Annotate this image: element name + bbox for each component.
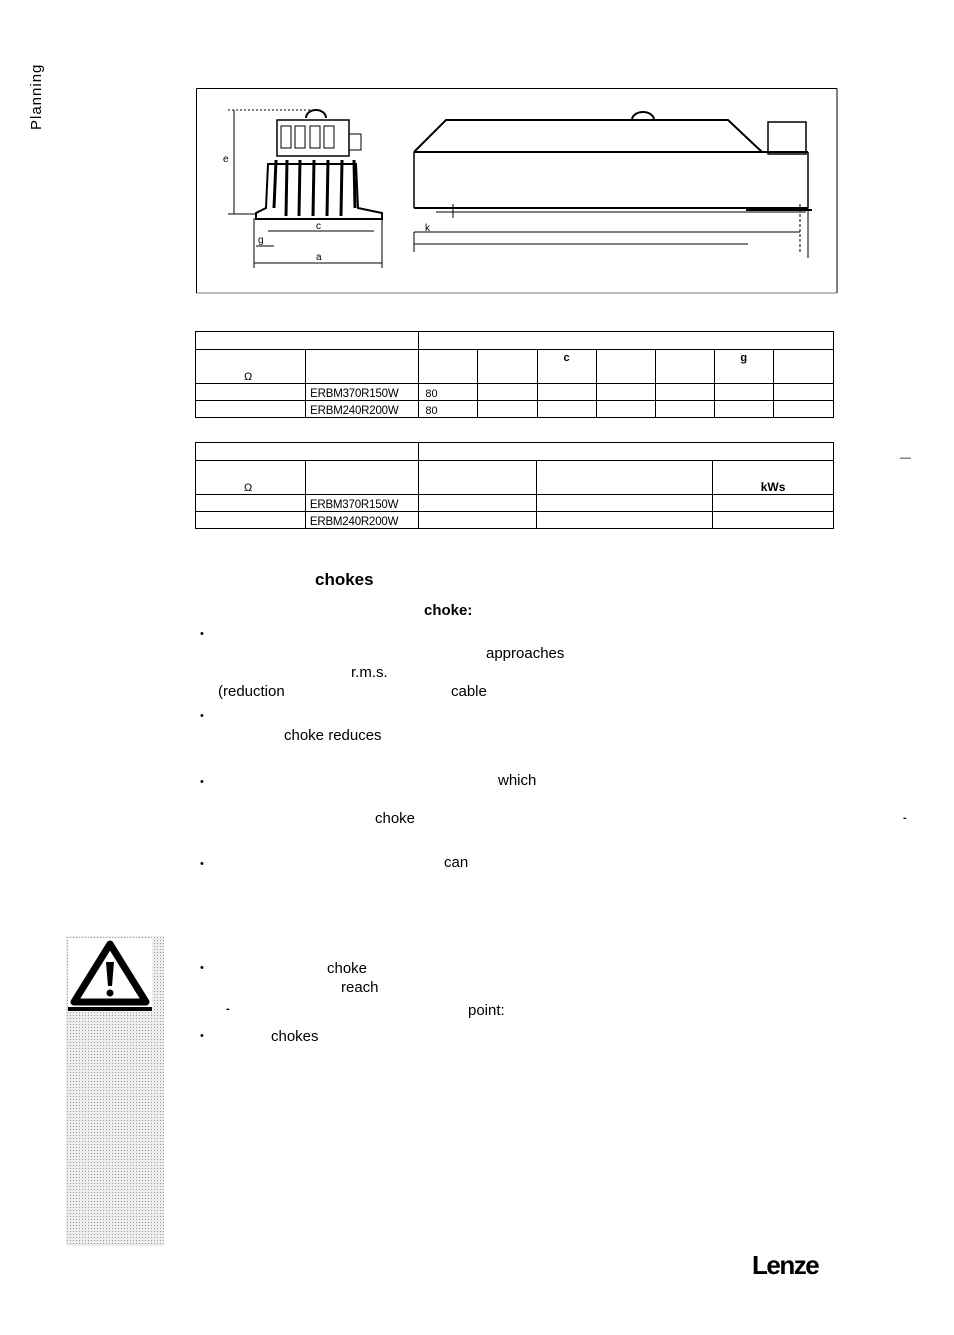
dim-label-g: g <box>258 235 264 246</box>
table-row <box>196 401 834 418</box>
warning-triangle-icon <box>68 938 152 1012</box>
table1-row2-code: ERBM240R200W <box>306 401 419 418</box>
dim-label-c: c <box>316 221 321 232</box>
section-heading: chokes <box>315 570 374 589</box>
text-fragment: can <box>444 854 469 871</box>
front-view <box>228 110 382 268</box>
side-view <box>414 112 812 258</box>
bullet-icon: • <box>200 962 204 974</box>
table2-row1-code: ERBM370R150W <box>305 495 418 512</box>
bullet-icon: • <box>200 710 204 722</box>
dim-label-a: a <box>316 252 322 263</box>
text-fragment: which <box>498 772 537 789</box>
table1-header-ohm: Ω <box>196 350 306 384</box>
table1-row1-code: ERBM370R150W <box>306 384 419 401</box>
text-fragment: point: <box>468 1002 505 1019</box>
dimensions-table <box>195 331 834 418</box>
dim-label-e: e <box>223 154 229 165</box>
dim-label-k: k <box>425 223 430 234</box>
dimension-drawing <box>196 88 838 294</box>
margin-mark: — <box>900 452 911 464</box>
text-fragment: choke <box>375 810 416 827</box>
table1-header-g: g <box>714 350 773 384</box>
table2-row2-code: ERBM240R200W <box>305 512 418 529</box>
bullet-icon: - <box>226 1003 230 1015</box>
bullet-icon: • <box>200 776 204 788</box>
text-fragment: (reduction <box>218 683 285 700</box>
text-fragment: choke <box>327 960 368 977</box>
side-section-label: Planning <box>28 63 45 130</box>
table1-header-c: c <box>537 350 596 384</box>
table2-header-kws: kWs <box>713 461 834 495</box>
lenze-logo: Lenze <box>752 1250 819 1280</box>
margin-mark: - <box>903 812 907 824</box>
ratings-table <box>195 442 834 529</box>
section-subheading: choke: <box>424 602 473 619</box>
bullet-icon: • <box>200 628 204 640</box>
bullet-icon: • <box>200 858 204 870</box>
dimension-drawing-svg <box>196 88 838 294</box>
text-fragment: choke reduces <box>284 727 382 744</box>
table2-header-ohm: Ω <box>196 461 306 495</box>
text-fragment: cable <box>451 683 487 700</box>
table1-row1-a: 80 <box>419 384 478 401</box>
table-row <box>196 495 834 512</box>
warning-sidebar <box>66 936 164 1246</box>
table-row <box>196 384 834 401</box>
text-fragment: approaches <box>486 645 565 662</box>
text-fragment: r.m.s. <box>351 664 388 681</box>
table1-row2-a: 80 <box>419 401 478 418</box>
bullet-icon: • <box>200 1030 204 1042</box>
text-fragment: chokes <box>271 1028 319 1045</box>
text-fragment: reach <box>341 979 379 996</box>
table-row <box>196 512 834 529</box>
